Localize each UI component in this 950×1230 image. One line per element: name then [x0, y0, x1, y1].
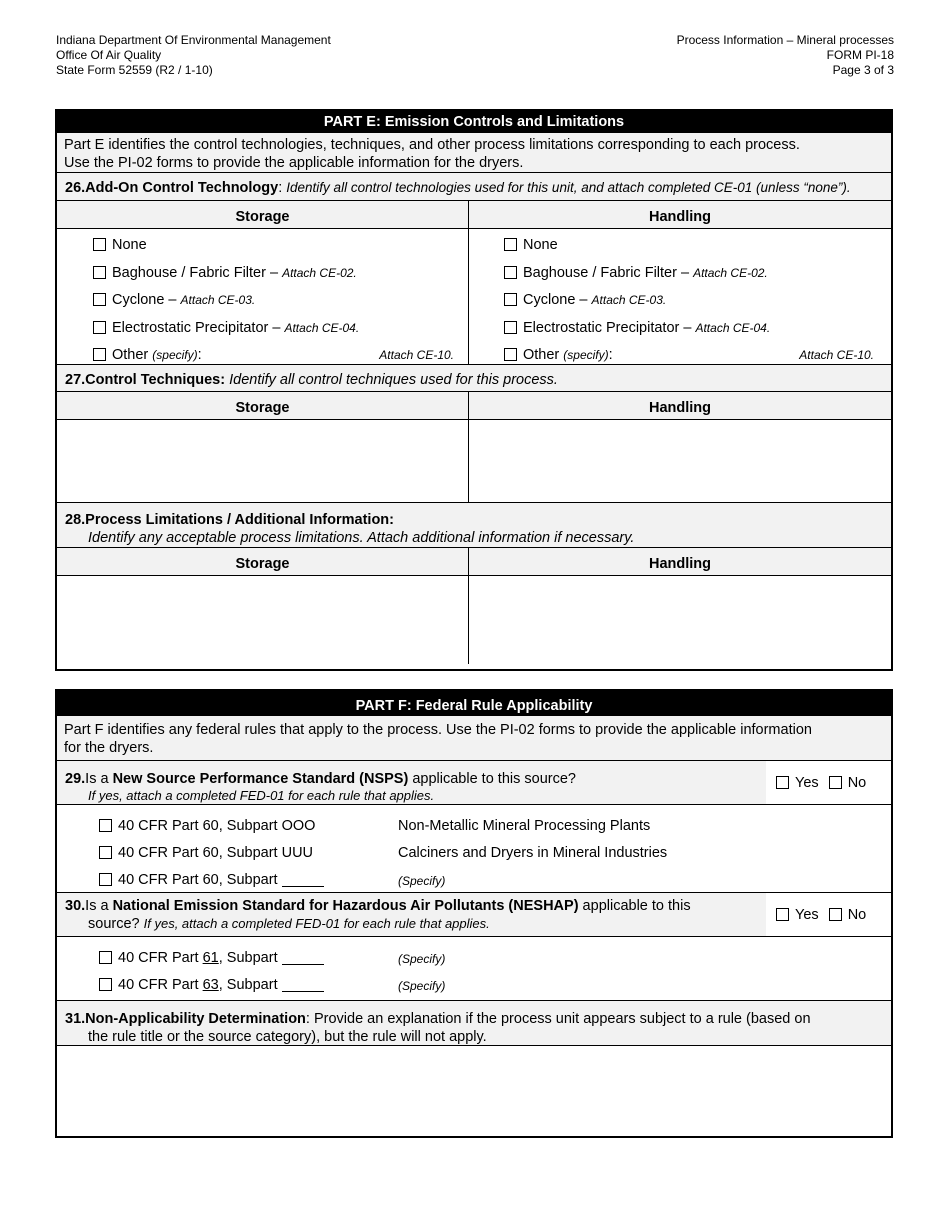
q31-number: 31. [65, 1011, 86, 1027]
storage-options [57, 229, 468, 364]
q30-yes-no [765, 893, 891, 936]
q30-instructions: If yes, attach a completed FED-01 for each rule that applies. [143, 916, 490, 931]
option-attach: Attach CE-02. [693, 265, 768, 280]
q27-storage-column [57, 392, 469, 502]
q31-instructions-line2: the rule title or the source category), but the rule will not apply. [88, 1029, 487, 1045]
q31-explanation-input[interactable] [57, 1046, 891, 1134]
q28-storage-header: Storage [57, 548, 468, 576]
q27-columns [57, 392, 891, 502]
yes-checkbox[interactable] [776, 776, 789, 789]
checkbox[interactable] [99, 873, 112, 886]
q28-handling-column [469, 548, 891, 664]
q30-rule-part63[interactable] [57, 972, 891, 999]
part-e-intro-line1: Part E identifies the control technologies, techniques, and other process limitations corresponding to each process. [64, 137, 800, 153]
q30-rule-name: National Emission Standard for Hazardous Air Pollutants (NESHAP) [112, 898, 579, 914]
question-31 [57, 1001, 891, 1046]
q26-storage-header: Storage [57, 201, 468, 229]
subpart-blank[interactable] [282, 977, 324, 992]
q29-rule-ooo[interactable] [57, 813, 891, 840]
office-name: Office Of Air Quality [56, 48, 162, 62]
page-number: Page 3 of 3 [832, 63, 894, 77]
option-label: Other [523, 347, 560, 363]
part-f-section [55, 689, 893, 1138]
q30-post: applicable to this [578, 898, 691, 914]
part-f-title: PART F: Federal Rule Applicability [57, 691, 891, 716]
checkbox[interactable] [93, 238, 106, 251]
q28-handling-input[interactable] [469, 576, 891, 664]
checkbox[interactable] [504, 348, 517, 361]
q27-handling-header: Handling [469, 392, 891, 420]
form-subject: Process Information – Mineral processes [676, 33, 894, 47]
option-attach: Attach CE-03. [591, 293, 667, 307]
option-attach: Attach CE-03. [180, 293, 256, 307]
option-label: Cyclone – [112, 292, 177, 308]
rule-label: 40 CFR Part 60, Subpart OOO [118, 818, 316, 834]
rule-prefix: 40 CFR Part [118, 977, 203, 993]
q26-handling-header: Handling [469, 201, 891, 229]
option-label: Electrostatic Precipitator – [112, 319, 281, 336]
q29-instructions: If yes, attach a completed FED-01 for each rule that applies. [88, 788, 435, 803]
agency-name: Indiana Department Of Environmental Management [56, 33, 331, 47]
part-f-intro-line2: for the dryers. [64, 740, 154, 756]
storage-option-baghouse[interactable] [93, 260, 468, 288]
q30-rules [57, 937, 891, 1001]
specify-hint: (Specify) [398, 979, 446, 993]
handling-option-other[interactable] [504, 342, 891, 370]
q26-title: Add-On Control Technology [85, 180, 279, 196]
question-26 [57, 173, 891, 201]
q29-yes-no [765, 761, 891, 804]
checkbox[interactable] [504, 238, 517, 251]
rule-suffix: , Subpart [218, 950, 278, 966]
part-f-intro [57, 716, 891, 761]
q26-number: 26. [65, 180, 86, 196]
q27-title: Control Techniques: [85, 372, 226, 388]
option-colon: : [197, 347, 202, 363]
no-label: No [847, 906, 867, 923]
yes-label: Yes [795, 774, 819, 791]
q28-handling-header: Handling [469, 548, 891, 576]
option-attach: Attach CE-04. [284, 320, 360, 335]
q29-pre: Is a [85, 771, 113, 787]
q31-instructions: : Provide an explanation if the process unit appears subject to a rule (based on [305, 1011, 811, 1027]
part-e-intro-line2: Use the PI-02 forms to provide the applicable information for the dryers. [64, 155, 524, 171]
option-label: Other [112, 347, 149, 363]
handling-option-esp[interactable] [504, 315, 891, 343]
rule-label: 40 CFR Part 60, Subpart [118, 872, 278, 888]
checkbox[interactable] [93, 266, 106, 279]
rule-prefix: 40 CFR Part [118, 950, 203, 966]
storage-option-esp[interactable] [93, 315, 468, 343]
option-label: Cyclone – [523, 292, 588, 308]
form-id: FORM PI-18 [826, 48, 894, 62]
q30-no-option[interactable] [829, 907, 867, 923]
option-specify: (specify) [152, 348, 198, 362]
q30-yes-option[interactable] [776, 907, 819, 923]
option-attach: Attach CE-02. [282, 265, 357, 280]
yes-label: Yes [795, 906, 819, 923]
q27-handling-column [469, 392, 891, 502]
q30-pre: Is a [85, 898, 113, 914]
q28-number: 28. [65, 512, 86, 528]
yes-checkbox[interactable] [776, 908, 789, 921]
rule-description: Calciners and Dryers in Mineral Industries [398, 845, 668, 861]
rule-suffix: , Subpart [218, 977, 278, 993]
option-label: Baghouse / Fabric Filter – [523, 264, 690, 281]
checkbox[interactable] [99, 819, 112, 832]
no-label: No [847, 774, 867, 791]
option-label: Baghouse / Fabric Filter – [112, 264, 279, 281]
q31-title: Non-Applicability Determination [85, 1011, 306, 1027]
storage-option-none[interactable] [93, 232, 468, 260]
option-label: None [112, 237, 147, 253]
subpart-blank[interactable] [282, 950, 324, 965]
handling-option-none[interactable] [504, 232, 891, 260]
storage-option-other[interactable] [93, 342, 468, 370]
state-form-number: State Form 52559 (R2 / 1-10) [56, 63, 213, 77]
rule-description: Non-Metallic Mineral Processing Plants [398, 818, 651, 834]
q26-columns [57, 201, 891, 364]
question-29 [57, 761, 891, 805]
no-checkbox[interactable] [829, 908, 842, 921]
form-header-left [56, 33, 331, 78]
option-label: Electrostatic Precipitator – [523, 319, 692, 336]
q26-colon: : [278, 180, 287, 196]
q29-rules [57, 805, 891, 893]
option-label: None [523, 237, 558, 253]
q28-title: Process Limitations / Additional Information: [85, 512, 394, 528]
checkbox[interactable] [93, 348, 106, 361]
checkbox[interactable] [504, 293, 517, 306]
q29-post: applicable to this source? [408, 771, 576, 787]
q30-number: 30. [65, 898, 86, 914]
q26-handling-column [469, 201, 891, 364]
q27-instructions: Identify all control techniques used for this process. [229, 372, 558, 388]
subpart-blank[interactable] [282, 872, 324, 887]
checkbox[interactable] [504, 266, 517, 279]
option-attach: Attach CE-10. [379, 348, 454, 362]
q29-rule-name: New Source Performance Standard (NSPS) [112, 771, 409, 787]
q26-instructions: Identify all control technologies used for this unit, and attach completed CE-01 (unless “none”). [286, 180, 851, 195]
q28-storage-column [57, 548, 469, 664]
q27-storage-header: Storage [57, 392, 468, 420]
form-header-right [677, 33, 894, 78]
option-colon: : [608, 347, 613, 363]
storage-option-cyclone[interactable] [93, 287, 468, 315]
rule-part: 61 [202, 950, 219, 966]
checkbox[interactable] [99, 951, 112, 964]
part-e-title: PART E: Emission Controls and Limitations [57, 111, 891, 133]
option-attach: Attach CE-10. [799, 348, 874, 362]
q27-handling-input[interactable] [469, 420, 891, 502]
q29-yes-option[interactable] [776, 775, 819, 791]
q26-storage-column [57, 201, 469, 364]
checkbox[interactable] [93, 321, 106, 334]
q29-no-option[interactable] [829, 775, 867, 791]
q30-rule-part61[interactable] [57, 945, 891, 972]
handling-options [469, 229, 891, 364]
q30-line2: source? [88, 916, 140, 932]
checkbox[interactable] [504, 321, 517, 334]
part-f-intro-line1: Part F identifies any federal rules that apply to the process. Use the PI-02 forms to provide the applicable information [64, 722, 812, 738]
question-28 [57, 502, 891, 548]
specify-hint: (Specify) [398, 874, 446, 888]
q28-storage-input[interactable] [57, 576, 468, 664]
rule-label: 40 CFR Part 60, Subpart UUU [118, 845, 314, 861]
question-30 [57, 893, 891, 937]
option-specify: (specify) [563, 348, 609, 362]
handling-option-baghouse[interactable] [504, 260, 891, 288]
specify-hint: (Specify) [398, 952, 446, 966]
part-e-intro [57, 133, 891, 173]
part-e-section [55, 109, 893, 671]
q29-number: 29. [65, 771, 86, 787]
q27-storage-input[interactable] [57, 420, 468, 502]
q27-number: 27. [65, 372, 86, 388]
q29-rule-other[interactable] [57, 867, 891, 894]
q29-rule-uuu[interactable] [57, 840, 891, 867]
checkbox[interactable] [93, 293, 106, 306]
option-attach: Attach CE-04. [695, 320, 771, 335]
checkbox[interactable] [99, 978, 112, 991]
q28-instructions: Identify any acceptable process limitations. Attach additional information if necessary. [88, 530, 635, 546]
no-checkbox[interactable] [829, 776, 842, 789]
checkbox[interactable] [99, 846, 112, 859]
q28-columns [57, 548, 891, 664]
handling-option-cyclone[interactable] [504, 287, 891, 315]
rule-part: 63 [202, 977, 219, 993]
